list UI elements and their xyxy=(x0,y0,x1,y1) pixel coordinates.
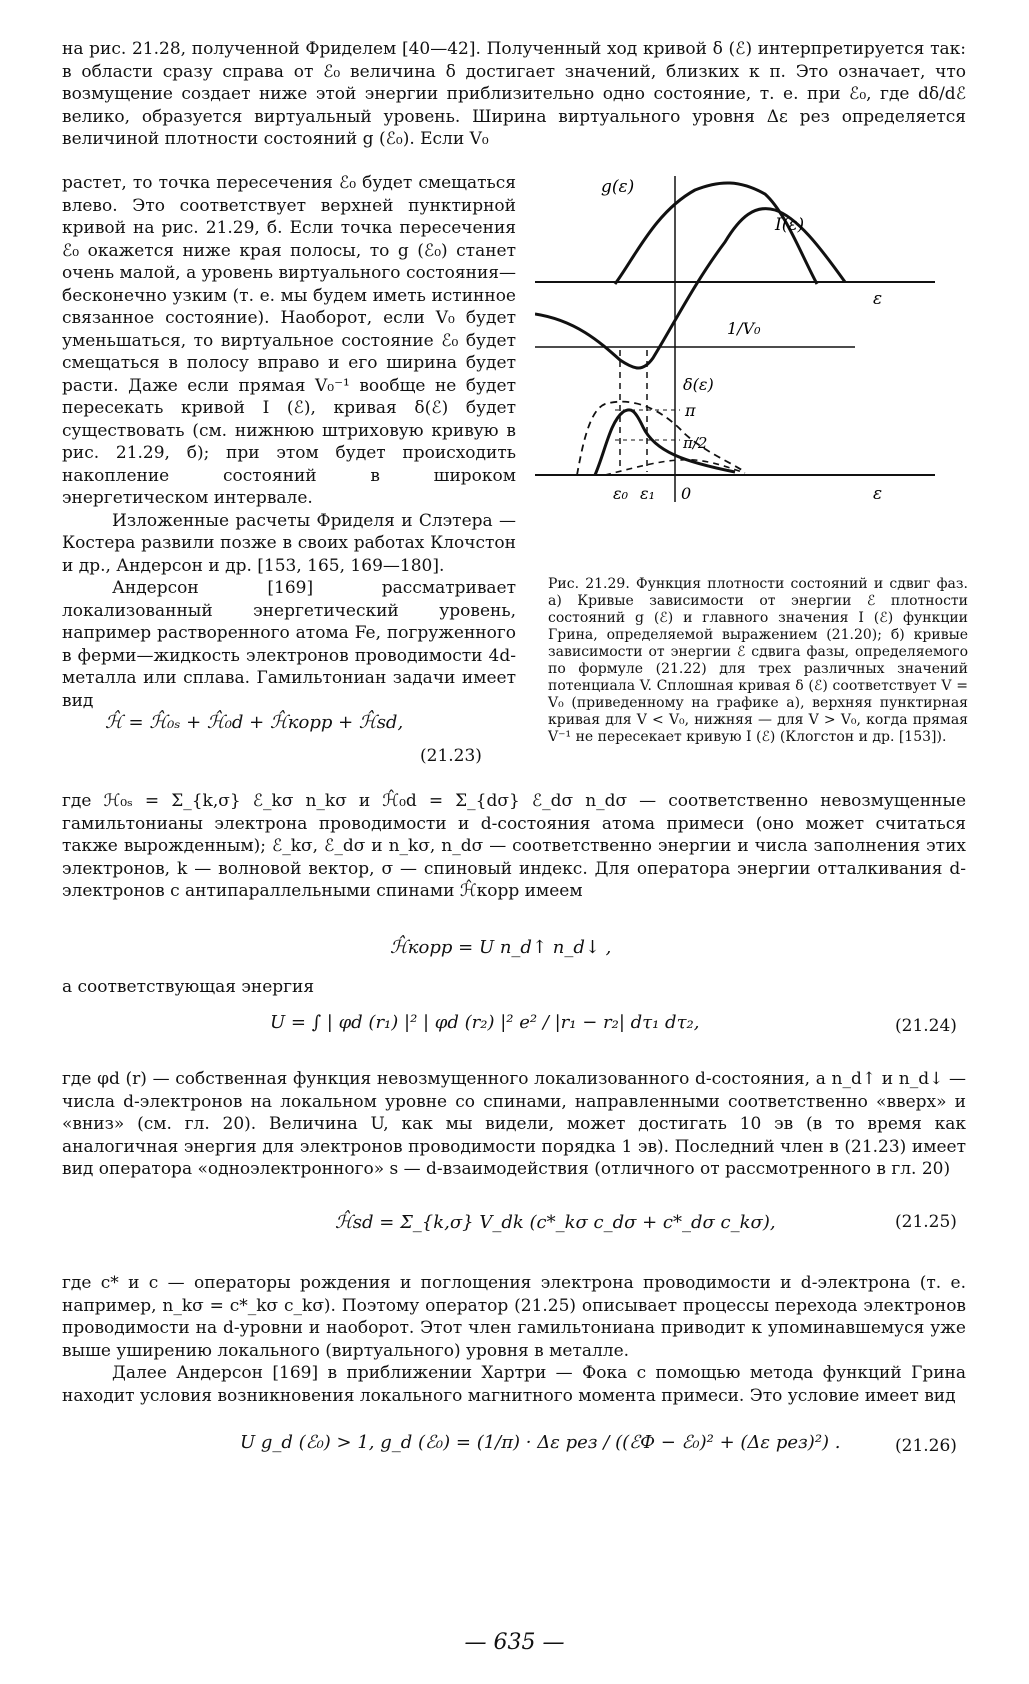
figure-21-29 xyxy=(535,172,970,562)
label-zero: 0 xyxy=(681,484,692,503)
paragraph-top: на рис. 21.28, полученной Фриделем [40—42]. Полученный ход кривой δ (ℰ) интерпретируется так: в области сразу справа от ℰ₀ величина δ достигает значений, близких к π. Это означает, что возмущение создает ниже этой энергии приблизительно одно состояние, т. е. при ℰ₀, где dδ/dℰ велико, образуется виртуальный уровень. Ширина виртуального уровня Δε рез определяется величиной плотности состояний g (ℰ₀). Если V₀ xyxy=(62,39,966,149)
equation-21-24: U = ∫ | φd (r₁) |² | φd (r₂) |² e² / |r₁ − r₂| dτ₁ dτ₂, xyxy=(270,1012,700,1033)
label-inverse-v0: 1/V₀ xyxy=(727,319,761,338)
equation-korr: ℋ̂корр = U n_d↑ n_d↓ , xyxy=(390,937,612,958)
paragraph-anderson: Далее Андерсон [169] в приближении Хартри — Фока с помощью метода функций Грина находит условия возникновения локального магнитного момента примеси. Это условие имеет вид xyxy=(62,1363,966,1406)
left-column xyxy=(62,172,516,712)
label-delta: δ(ε) xyxy=(683,375,714,394)
paragraph-left-2: Изложенные расчеты Фриделя и Слэтера — Костера развили позже в своих работах Клочстон и др., Андерсон и др. [153, 165, 169—180]. xyxy=(62,510,516,576)
label-e0: ε₀ xyxy=(613,484,628,503)
label-pi: π xyxy=(685,401,696,420)
label-pi-half: π/2 xyxy=(683,434,708,452)
equation-number-21-25: (21.25) xyxy=(895,1212,957,1232)
equation-21-23: ℋ̂ = ℋ̂₀ₛ + ℋ̂₀d + ℋ̂корр + ℋ̂sd, xyxy=(105,712,404,733)
equation-21-25: ℋ̂sd = Σ_{k,σ} V_dk (c*_kσ c_dσ + c*_dσ c_kσ), xyxy=(335,1212,776,1233)
label-I: I(ε) xyxy=(775,215,805,235)
curve-delta-upper-dashed xyxy=(577,402,745,475)
equation-21-26: U g_d (ℰ₀) > 1, g_d (ℰ₀) = (1/π) · Δε рез / ((ℰФ − ℰ₀)² + (Δε рез)²) . xyxy=(240,1432,841,1453)
paragraph-energy: а соответствующая энергия xyxy=(62,977,315,997)
label-eps-a: ε xyxy=(873,289,883,309)
page-number: — 635 — xyxy=(464,1630,565,1655)
equation-number-21-24: (21.24) xyxy=(895,1016,957,1036)
label-g: g(ε) xyxy=(601,177,635,197)
paragraph-left-1: растет, то точка пересечения ℰ₀ будет смещаться влево. Это соответствует верхней пунктирной кривой на рис. 21.29, б. Если точка пересечения ℰ₀ окажется ниже края полосы, то g (ℰ₀) станет очень малой, а уровень виртуального состояния—бесконечно узким (т. е. мы будем иметь истинное связанное состояние). Наоборот, если V₀ будет уменьшаться, то виртуальное состояние ℰ₀ будет смещаться в полосу вправо и его ширина будет расти. Даже если прямая V₀⁻¹ вообще не будет пересекать кривой I (ℰ), кривая δ(ℰ) будет существовать (см. нижнюю штриховую кривую в рис. 21.29, б); при этом будет происходить накопление состояний в широком энергетическом интервале. xyxy=(62,173,516,508)
equation-number-21-26: (21.26) xyxy=(895,1436,957,1456)
paragraph-where-1: где ℋ₀ₛ = Σ_{k,σ} ℰ_kσ n_kσ и ℋ̂₀d = Σ_{dσ} ℰ_dσ n_dσ — соответственно невозмущенные гамильтонианы электрона проводимости и d-состояния атома примеси (оно может считаться также вырожденным); ℰ_kσ, ℰ_dσ и n_kσ, n_dσ — соответственно энергии и числа заполнения этих электронов, k — волновой вектор, σ — спиновый индекс. Для оператора энергии отталкивания d-электронов с антипараллельными спинами ℋ̂корр имеем xyxy=(62,791,966,901)
paragraph-where-3: где c* и c — операторы рождения и поглощения электрона проводимости и d-электрона (т. е. например, n_kσ = c*_kσ c_kσ). Поэтому оператор (21.25) описывает процессы перехода электронов проводимости на d-уровни и наоборот. Этот член гамильтониана приводит к упоминавшемуся уже выше уширению локального (виртуального) уровня в металле. xyxy=(62,1273,966,1361)
paragraph-where-2: где φd (r) — собственная функция невозмущенного локализованного d-состояния, а n_d↑ и n_d↓ — числа d-электронов на локальном уровне со спинами, направленными соответственно «вверх» и «вниз» (см. гл. 20). Величина U, как мы видели, может достигать 10 эв (в то время как аналогичная энергия для электронов проводимости порядка 1 эв). Последний член в (21.23) имеет вид оператора «одноэлектронного» s — d-взаимодействия (отличного от рассмотренного в гл. 20) xyxy=(62,1069,966,1179)
paragraph-left-3: Андерсон [169] рассматривает локализованный энергетический уровень, например растворенного атома Fe, погруженного в ферми—жидкость электронов проводимости 4d-металла или сплава. Гамильтониан задачи имеет вид xyxy=(62,578,516,711)
label-e1: ε₁ xyxy=(640,484,655,503)
figure-caption: Рис. 21.29. Функция плотности состояний и сдвиг фаз. а) Кривые зависимости от энергии ℰ плотности состояний g (ℰ) и главного значения I (ℰ) функции Грина, определяемой выражением (21.20); б) кривые зависимости от энергии ℰ сдвига фазы, определяемого по формуле (21.22) для трех различных значений потенциала V. Сплошная кривая δ (ℰ) соответствует V = V₀ (приведенному на графике а), верхняя пунктирная кривая для V < V₀, нижняя — для V > V₀, когда прямая V⁻¹ не пересекает кривую I (ℰ) (Клогстон и др. [153]). xyxy=(548,576,968,745)
label-eps-b: ε xyxy=(873,484,883,504)
curve-delta-solid xyxy=(595,410,735,475)
equation-number-21-23: (21.23) xyxy=(420,746,482,766)
